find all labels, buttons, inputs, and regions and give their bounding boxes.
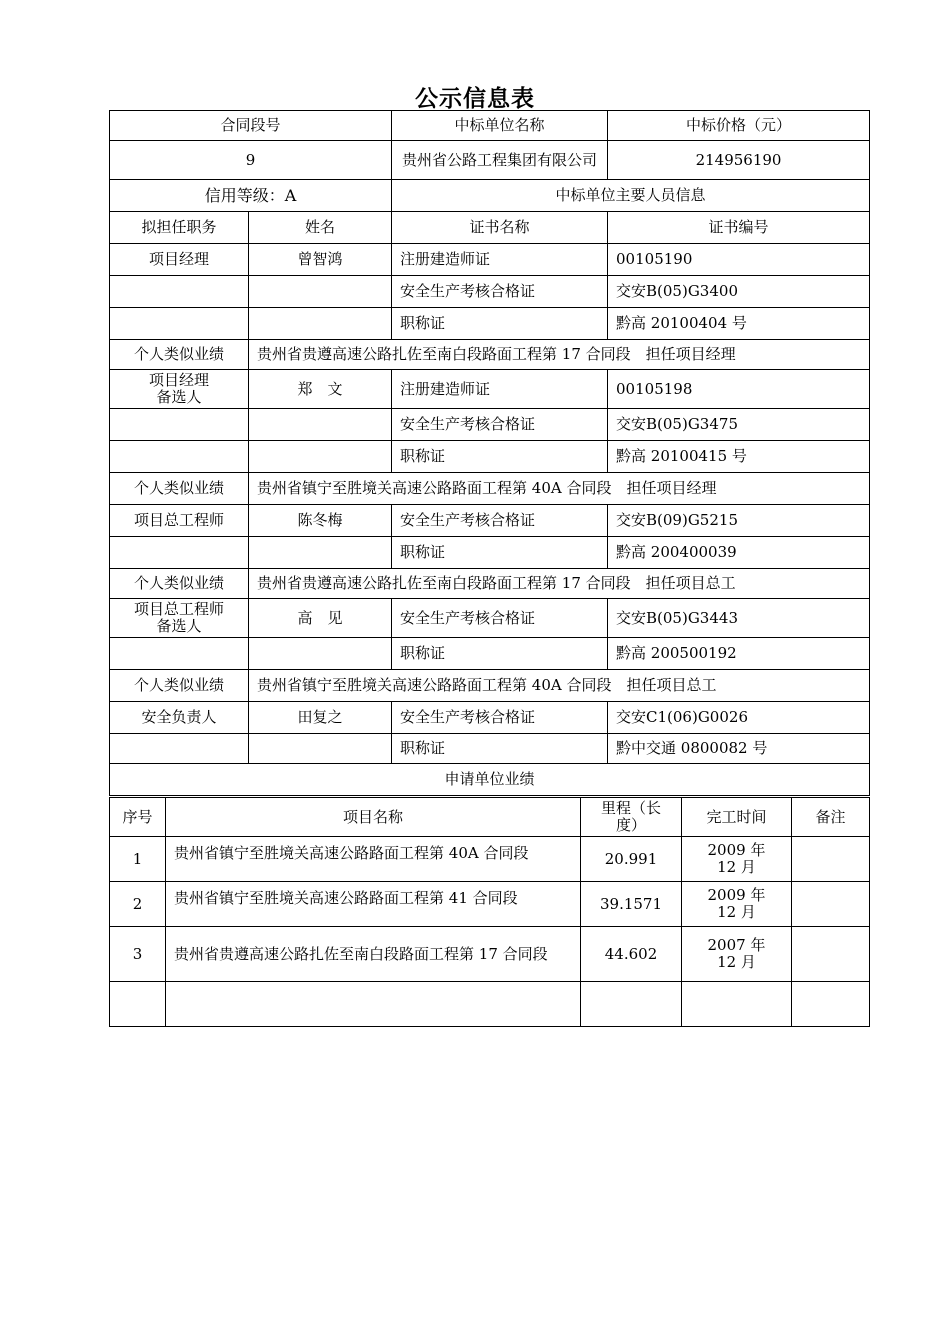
staff-role: 项目总工程师 (110, 505, 249, 537)
column-header: 拟担任职务 (110, 212, 249, 244)
projects-table (109, 797, 870, 1027)
project-note (792, 837, 870, 882)
staff-name: 曾智鸿 (249, 244, 392, 276)
staff-cert: 职称证 (392, 537, 608, 569)
credit-rating: 信用等级：A (110, 180, 392, 212)
staff-cert-number: 黔高 200500192 (608, 638, 870, 670)
column-header: 序号 (110, 798, 166, 837)
staff-cert-number: 交安B(05)G3475 (608, 409, 870, 441)
applicant-section-row (110, 764, 870, 796)
performance-label: 个人类似业绩 (110, 670, 249, 702)
staff-cert-number: 黔高 20100415 号 (608, 441, 870, 473)
staff-name: 田复之 (249, 702, 392, 734)
column-header: 完工时间 (682, 798, 792, 837)
column-header: 证书名称 (392, 212, 608, 244)
performance-row (110, 473, 870, 505)
performance-row (110, 569, 870, 599)
staff-row (110, 505, 870, 537)
project-name: 贵州省贵遵高速公路扎佐至南白段路面工程第 17 合同段 (166, 927, 581, 982)
project-completion-date: 2009 年 12 月 (682, 837, 792, 882)
winner-label: 中标单位名称 (392, 111, 608, 141)
project-name: 贵州省镇宁至胜境关高速公路路面工程第 40A 合同段 (166, 837, 581, 882)
project-length (581, 982, 682, 1027)
staff-cert: 安全生产考核合格证 (392, 409, 608, 441)
performance-label: 个人类似业绩 (110, 473, 249, 505)
column-header: 姓名 (249, 212, 392, 244)
staff-cert-number: 黔高 200400039 (608, 537, 870, 569)
staff-cert: 注册建造师证 (392, 244, 608, 276)
staff-cert: 职称证 (392, 734, 608, 764)
staff-name (249, 537, 392, 569)
staff-section-title: 中标单位主要人员信息 (392, 180, 870, 212)
staff-cert-number: 交安B(05)G3443 (608, 599, 870, 638)
winner-value: 贵州省公路工程集团有限公司 (392, 141, 608, 180)
credit-row (110, 180, 870, 212)
project-number (110, 982, 166, 1027)
project-name (166, 982, 581, 1027)
staff-row (110, 370, 870, 409)
staff-row (110, 244, 870, 276)
staff-cert-number: 黔中交通 0800082 号 (608, 734, 870, 764)
staff-role (110, 308, 249, 340)
staff-cert: 职称证 (392, 308, 608, 340)
project-completion-date: 2009 年 12 月 (682, 882, 792, 927)
price-value: 214956190 (608, 141, 870, 180)
staff-name (249, 441, 392, 473)
staff-name (249, 638, 392, 670)
staff-row (110, 441, 870, 473)
performance-row (110, 670, 870, 702)
project-length: 39.1571 (581, 882, 682, 927)
project-number: 3 (110, 927, 166, 982)
column-header: 项目名称 (166, 798, 581, 837)
staff-table (109, 110, 870, 796)
column-header: 备注 (792, 798, 870, 837)
staff-row (110, 702, 870, 734)
performance-text: 贵州省镇宁至胜境关高速公路路面工程第 40A 合同段 担任项目经理 (249, 473, 870, 505)
staff-cert: 安全生产考核合格证 (392, 505, 608, 537)
project-row (110, 882, 870, 927)
staff-cert-number: 00105190 (608, 244, 870, 276)
staff-row (110, 276, 870, 308)
project-name: 贵州省镇宁至胜境关高速公路路面工程第 41 合同段 (166, 882, 581, 927)
staff-row (110, 409, 870, 441)
staff-cert: 安全生产考核合格证 (392, 702, 608, 734)
price-label: 中标价格（元） (608, 111, 870, 141)
staff-name (249, 409, 392, 441)
staff-row (110, 537, 870, 569)
project-length: 44.602 (581, 927, 682, 982)
staff-name: 陈冬梅 (249, 505, 392, 537)
staff-row (110, 638, 870, 670)
project-note (792, 927, 870, 982)
staff-cert-number: 交安B(05)G3400 (608, 276, 870, 308)
staff-cert-number: 黔高 20100404 号 (608, 308, 870, 340)
column-header: 证书编号 (608, 212, 870, 244)
project-row (110, 982, 870, 1027)
staff-role: 项目经理备选人 (110, 370, 249, 409)
staff-cert: 安全生产考核合格证 (392, 276, 608, 308)
column-header: 里程（长度） (581, 798, 682, 837)
project-number: 1 (110, 837, 166, 882)
staff-cert: 职称证 (392, 441, 608, 473)
staff-role (110, 409, 249, 441)
project-row (110, 927, 870, 982)
staff-row (110, 308, 870, 340)
staff-name (249, 276, 392, 308)
staff-cert: 职称证 (392, 638, 608, 670)
staff-name (249, 734, 392, 764)
header-values-row (110, 141, 870, 180)
project-column-headers (110, 798, 870, 837)
staff-role (110, 537, 249, 569)
staff-cert-number: 交安C1(06)G0026 (608, 702, 870, 734)
staff-role (110, 734, 249, 764)
performance-row (110, 340, 870, 370)
performance-text: 贵州省镇宁至胜境关高速公路路面工程第 40A 合同段 担任项目总工 (249, 670, 870, 702)
staff-name (249, 308, 392, 340)
performance-text: 贵州省贵遵高速公路扎佐至南白段路面工程第 17 合同段 担任项目经理 (249, 340, 870, 370)
staff-role (110, 441, 249, 473)
project-completion-date (682, 982, 792, 1027)
staff-role: 项目经理 (110, 244, 249, 276)
project-note (792, 882, 870, 927)
performance-label: 个人类似业绩 (110, 569, 249, 599)
staff-name: 高 见 (249, 599, 392, 638)
project-row (110, 837, 870, 882)
staff-name: 郑 文 (249, 370, 392, 409)
applicant-section-title: 申请单位业绩 (110, 764, 870, 796)
staff-cert-number: 交安B(09)G5215 (608, 505, 870, 537)
staff-role: 项目总工程师备选人 (110, 599, 249, 638)
staff-role: 安全负责人 (110, 702, 249, 734)
performance-text: 贵州省贵遵高速公路扎佐至南白段路面工程第 17 合同段 担任项目总工 (249, 569, 870, 599)
staff-cert-number: 00105198 (608, 370, 870, 409)
staff-cert: 注册建造师证 (392, 370, 608, 409)
project-number: 2 (110, 882, 166, 927)
project-length: 20.991 (581, 837, 682, 882)
contract-value: 9 (110, 141, 392, 180)
staff-cert: 安全生产考核合格证 (392, 599, 608, 638)
contract-label: 合同段号 (110, 111, 392, 141)
staff-role (110, 276, 249, 308)
performance-label: 个人类似业绩 (110, 340, 249, 370)
staff-role (110, 638, 249, 670)
project-completion-date: 2007 年 12 月 (682, 927, 792, 982)
staff-row (110, 599, 870, 638)
staff-column-headers (110, 212, 870, 244)
header-row (110, 111, 870, 141)
staff-row (110, 734, 870, 764)
project-note (792, 982, 870, 1027)
page-title: 公示信息表 (415, 86, 535, 112)
